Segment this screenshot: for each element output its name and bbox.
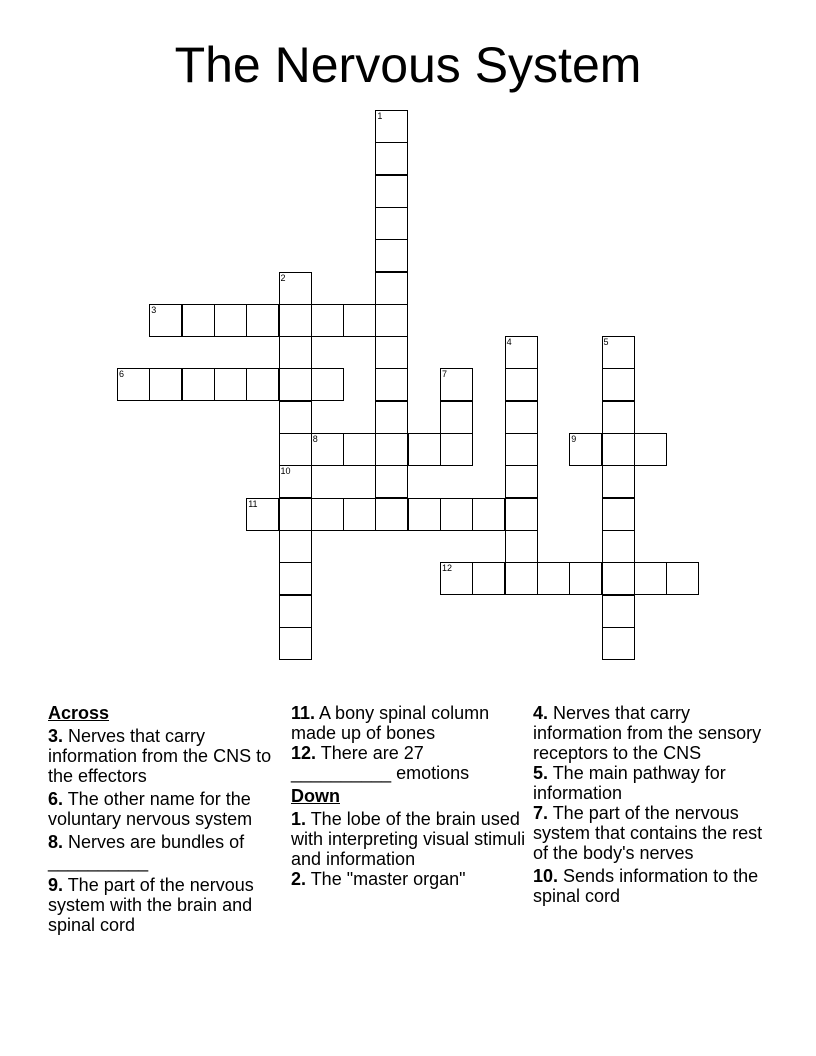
crossword-cell[interactable] xyxy=(375,175,408,208)
across-heading: Across xyxy=(48,703,110,723)
crossword-cell[interactable] xyxy=(505,530,538,563)
crossword-cell[interactable] xyxy=(246,498,279,531)
crossword-cell[interactable] xyxy=(246,368,279,401)
clue-across-12 xyxy=(291,743,526,783)
crossword-cell[interactable] xyxy=(505,368,538,401)
crossword-cell[interactable] xyxy=(602,433,635,466)
crossword-cell[interactable] xyxy=(602,627,635,660)
crossword-cell[interactable] xyxy=(666,562,699,595)
crossword-cell[interactable] xyxy=(440,368,473,401)
clue-text: The part of the nervous system that contains the rest of the body's nerves xyxy=(533,803,763,863)
clue-column-2 xyxy=(291,703,526,892)
clue-number: 6. xyxy=(48,789,64,809)
clue-text: Nerves that carry information from the CNS to the effectors xyxy=(48,726,272,786)
clue-down-7 xyxy=(533,803,773,863)
cell-number: 9 xyxy=(571,434,577,444)
crossword-cell[interactable] xyxy=(569,433,602,466)
cell-number: 1 xyxy=(377,111,383,121)
crossword-cell[interactable] xyxy=(343,498,376,531)
crossword-cell[interactable] xyxy=(182,304,215,337)
cell-number: 8 xyxy=(312,434,318,444)
crossword-cell[interactable] xyxy=(311,304,344,337)
cell-number: 2 xyxy=(280,272,286,283)
crossword-cell[interactable] xyxy=(311,498,344,531)
clue-number: 1. xyxy=(291,809,307,829)
crossword-cell[interactable] xyxy=(311,433,344,466)
crossword-cell[interactable] xyxy=(214,304,247,337)
cell-number: 5 xyxy=(603,337,609,348)
crossword-cell[interactable] xyxy=(602,530,635,563)
clue-number: 10. xyxy=(533,866,559,886)
clue-number: 4. xyxy=(533,703,549,723)
clue-text: A bony spinal column made up of bones xyxy=(291,703,490,743)
crossword-cell[interactable] xyxy=(279,465,312,498)
clue-across-9 xyxy=(48,875,284,935)
crossword-cell[interactable] xyxy=(375,207,408,240)
crossword-cell[interactable] xyxy=(279,272,312,305)
crossword-cell[interactable] xyxy=(569,562,602,595)
crossword-cell[interactable] xyxy=(149,304,182,337)
crossword-cell[interactable] xyxy=(634,433,667,466)
crossword-cell[interactable] xyxy=(505,465,538,498)
clue-number: 9. xyxy=(48,875,64,895)
crossword-cell[interactable] xyxy=(375,368,408,401)
cell-number: 3 xyxy=(151,304,157,315)
clue-across-11 xyxy=(291,703,526,743)
clue-number: 8. xyxy=(48,832,64,852)
crossword-cell[interactable] xyxy=(279,595,312,628)
crossword-cell[interactable] xyxy=(279,498,312,531)
crossword-cell[interactable] xyxy=(279,304,312,337)
crossword-cell[interactable] xyxy=(375,433,408,466)
crossword-cell[interactable] xyxy=(182,368,215,401)
clue-text: The part of the nervous system with the brain and spinal cord xyxy=(48,875,254,935)
crossword-cell[interactable] xyxy=(505,498,538,531)
crossword-cell[interactable] xyxy=(634,562,667,595)
crossword-cell[interactable] xyxy=(408,433,441,466)
cell-number: 4 xyxy=(506,337,512,348)
clue-number: 3. xyxy=(48,726,64,746)
crossword-cell[interactable] xyxy=(279,562,312,595)
crossword-cell[interactable] xyxy=(375,239,408,272)
crossword-cell[interactable] xyxy=(537,562,570,595)
crossword-cell[interactable] xyxy=(472,498,505,531)
clue-text: Sends information to the spinal cord xyxy=(533,866,759,906)
crossword-cell[interactable] xyxy=(279,401,312,434)
page-title: The Nervous System xyxy=(174,37,642,93)
clue-text: The lobe of the brain used with interpreting visual stimuli and information xyxy=(291,809,526,869)
crossword-cell[interactable] xyxy=(375,110,408,143)
crossword-cell[interactable] xyxy=(117,368,150,401)
clue-text: The main pathway for information xyxy=(533,763,726,803)
clue-down-4 xyxy=(533,703,773,763)
crossword-cell[interactable] xyxy=(602,498,635,531)
crossword-cell[interactable] xyxy=(440,401,473,434)
crossword-cell[interactable] xyxy=(343,304,376,337)
clue-text: Nerves that carry information from the sensory receptors to the CNS xyxy=(533,703,762,763)
clue-text: There are 27 __________ emotions xyxy=(291,743,470,783)
cell-number: 12 xyxy=(442,563,453,574)
clue-number: 12. xyxy=(291,743,317,763)
cell-number: 11 xyxy=(248,498,258,509)
crossword-cell[interactable] xyxy=(311,368,344,401)
clue-column-1 xyxy=(48,703,284,938)
clue-text: The other name for the voluntary nervous system xyxy=(48,789,253,829)
down-heading: Down xyxy=(291,786,340,806)
clue-down-5 xyxy=(533,763,773,803)
crossword-cell[interactable] xyxy=(375,336,408,369)
crossword-cell[interactable] xyxy=(375,401,408,434)
crossword-cell[interactable] xyxy=(440,562,473,595)
crossword-cell[interactable] xyxy=(505,336,538,369)
crossword-cell[interactable] xyxy=(505,433,538,466)
clue-across-8 xyxy=(48,832,284,872)
crossword-cell[interactable] xyxy=(149,368,182,401)
clue-number: 2. xyxy=(291,869,307,889)
crossword-cell[interactable] xyxy=(505,401,538,434)
crossword-cell[interactable] xyxy=(602,465,635,498)
crossword-cell[interactable] xyxy=(375,465,408,498)
clue-number: 5. xyxy=(533,763,549,783)
crossword-cell[interactable] xyxy=(440,433,473,466)
crossword-cell[interactable] xyxy=(214,368,247,401)
crossword-cell[interactable] xyxy=(279,627,312,660)
clue-column-3 xyxy=(533,703,773,909)
crossword-cell[interactable] xyxy=(602,368,635,401)
crossword-cell[interactable] xyxy=(602,595,635,628)
clue-number: 7. xyxy=(533,803,549,823)
crossword-cell[interactable] xyxy=(279,433,312,466)
crossword-cell[interactable] xyxy=(505,562,538,595)
cell-number: 6 xyxy=(119,369,125,380)
clue-down-2 xyxy=(291,869,526,889)
crossword-cell[interactable] xyxy=(279,336,312,369)
cell-number: 7 xyxy=(442,369,448,380)
crossword-cell[interactable] xyxy=(375,272,408,305)
crossword-cell[interactable] xyxy=(375,498,408,531)
crossword-cell[interactable] xyxy=(375,304,408,337)
crossword-cell[interactable] xyxy=(408,498,441,531)
crossword-cell[interactable] xyxy=(279,368,312,401)
clue-across-6 xyxy=(48,789,284,829)
crossword-cell[interactable] xyxy=(343,433,376,466)
crossword-cell[interactable] xyxy=(375,142,408,175)
crossword-cell[interactable] xyxy=(602,401,635,434)
crossword-cell[interactable] xyxy=(440,498,473,531)
clue-down-10 xyxy=(533,866,773,906)
crossword-cell[interactable] xyxy=(602,562,635,595)
clue-text: The "master organ" xyxy=(306,869,466,889)
crossword-cell[interactable] xyxy=(602,336,635,369)
crossword-cell[interactable] xyxy=(472,562,505,595)
cell-number: 10 xyxy=(280,466,291,477)
clue-text: Nerves are bundles of __________ xyxy=(48,832,245,872)
clue-across-3 xyxy=(48,726,284,786)
crossword-cell[interactable] xyxy=(279,530,312,563)
crossword-cell[interactable] xyxy=(246,304,279,337)
clue-down-1 xyxy=(291,809,526,869)
clue-number: 11. xyxy=(291,703,316,723)
